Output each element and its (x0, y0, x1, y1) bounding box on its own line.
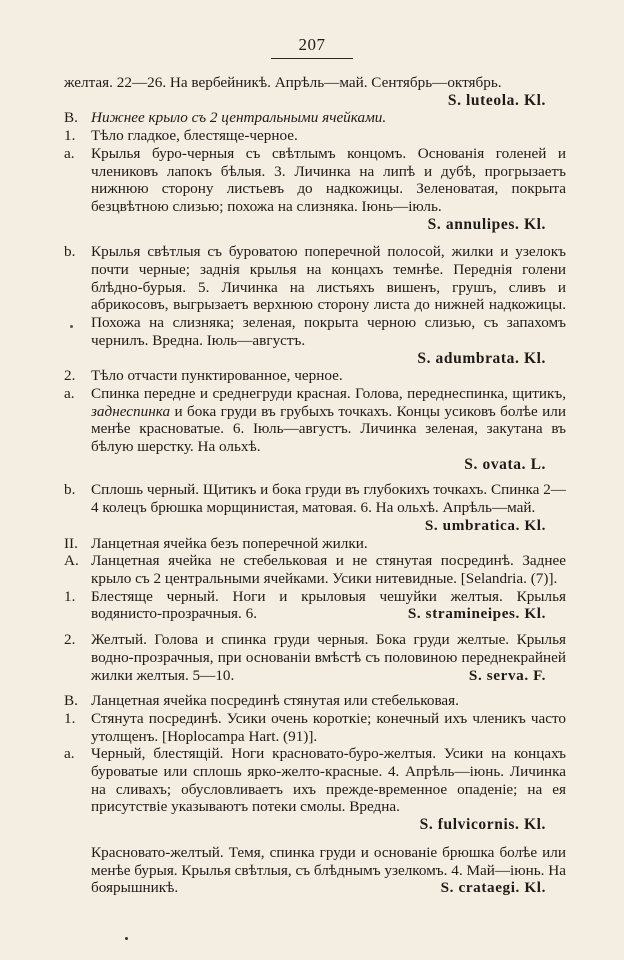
entry-marker: 1. (64, 587, 76, 605)
entry-text-part: Спинка передне и среднегруди красная. Голова, переднеспинка, щитикъ, (91, 384, 566, 402)
key-entry (64, 367, 566, 385)
entry-text (91, 385, 566, 456)
species-name: S. serva. F. (468, 666, 546, 684)
entry-text: Стянута посрединѣ. Усики очень короткіе; конечный ихъ членикъ часто утолщенъ. [Hoplocampa Hart. (91)]. (91, 709, 566, 745)
page-speck (125, 937, 128, 940)
key-entry (64, 692, 566, 710)
entry-text: Ланцетная ячейка не стебельковая и не стянутая посрединѣ. Заднее крыло съ 2 центральными ячейками. Усики нитевидные. [Selandria. (7)]. (91, 552, 566, 587)
entry-text: Ланцетная ячейка безъ поперечной жилки. (91, 534, 368, 552)
entry-marker: 2. (64, 367, 76, 385)
key-entry (64, 588, 566, 623)
key-entry (64, 109, 566, 127)
entry-marker: b. (64, 481, 76, 499)
entry-text (91, 481, 566, 534)
entry-text-part: Блестяще черный. Ноги и крыловыя чешуйки желтыя. Крылья водянисто-прозрачныя. 6. (91, 587, 566, 623)
entry-marker: a. (64, 745, 75, 763)
entry-text: Тѣло гладкое, блестяще-черное. (91, 127, 298, 145)
entry-text: Черный, блестящій. Ноги красновато-буро-желтыя. Усики на концахъ буроватые или сплошь ярко-желто-красные. 4. Апрѣль—іюнь. Личинка на сливахъ; обусловливаетъ ихъ прежде-временное опаденіе; на ея присутствіе указываютъ потеки смолы. Вредна. (91, 745, 566, 816)
species-name: S. umbratica. Kl. (424, 516, 546, 534)
key-entry (64, 243, 566, 349)
species-name: S. crataegi. Kl. (440, 879, 546, 897)
entry-marker: 1. (64, 709, 76, 727)
species-name: S. adumbrata. Kl. (417, 349, 546, 367)
text-line: желтая. 22—26. На вербейникѣ. Апрѣль—май. Сентябрь—октябрь. (64, 74, 502, 91)
entry-marker: A. (64, 552, 79, 570)
species-name: S. luteola. Kl. (447, 91, 546, 109)
entry-text: Крылья буро-черныя съ свѣтлымъ концомъ. Основанія голеней и члениковъ лапокъ бѣлыя. 3. Личинка на липѣ и дубѣ, прогрызаетъ нижнюю сторону листьевъ до надкожицы. Зеленоватая, покрыта безцвѣтною слизью; похожа на слизняка. Іюнь—іюль. (91, 144, 566, 215)
entry-text-italic: заднеспинка (91, 402, 171, 420)
entry-marker: II. (64, 534, 78, 552)
key-entry (64, 745, 566, 816)
entry-marker: 1. (64, 127, 76, 145)
entry-text-part: и бока груди въ грубыхъ точкахъ. Концы усиковъ болѣе или менѣе красноватые. 6. Іюль—августъ. Личинка зеленая, закутана въ бѣлую шерстку. На ольхѣ. (91, 402, 567, 456)
entry-text (91, 631, 566, 684)
entry-text-part: Желтый. Голова и спинка груди черныя. Бока груди желтые. Крылья водно-прозрачныя, при основаніи вмѣстѣ съ половиною переднекрайней жилки желтыя. 5—10. (91, 631, 566, 684)
header-rule (271, 58, 353, 59)
key-entry (64, 535, 566, 553)
entry-text: Нижнее крыло съ 2 центральными ячейками. (91, 109, 387, 127)
key-entry (64, 844, 566, 897)
page-number: 207 (298, 35, 326, 54)
entry-text: Крылья свѣтлыя съ буроватою поперечной полосой, жилки и узелокъ почти черные; заднія крылья на концахъ темнѣе. Переднія голени блѣдно-бурыя. 5. Личинка на листьяхъ вишенъ, грушъ, сливъ и абрикосовъ, выгрызаетъ верхнюю сторону листа до нижней надкожицы. Похожа на слизняка; зеленая, покрыта черною слизью, съ запахомъ чернилъ. Вредна. Іюль—августъ. (91, 243, 566, 349)
key-entry (64, 552, 566, 587)
entry-marker: 2. (64, 631, 76, 649)
entry-marker: b. (64, 243, 76, 261)
entry-marker: B. (64, 692, 78, 710)
entry-marker: a. (64, 144, 75, 162)
key-entry (64, 631, 566, 684)
species-name: S. stramineipes. Kl. (407, 605, 546, 623)
species-name: S. annulipes. Kl. (427, 215, 546, 233)
key-entry (64, 385, 566, 456)
entry-text: Ланцетная ячейка посрединѣ стянутая или стебельковая. (91, 692, 459, 710)
entry-text-part: Сплошь черный. Щитикъ и бока груди въ глубокихъ точкахъ. Спинка 2—4 колецъ брюшка морщинистая, матовая. 6. На ольхѣ. Апрѣль—май. (91, 481, 566, 517)
key-entry (64, 710, 566, 745)
page-body (64, 74, 566, 897)
key-entry (64, 127, 566, 145)
key-entry (64, 145, 566, 216)
key-entry (64, 481, 566, 534)
entry-marker: B. (64, 109, 78, 127)
species-name: S. ovata. L. (464, 455, 546, 473)
entry-text: Красновато-желтый. Темя, спинка груди и основаніе брюшка болѣе или менѣе бурыя. Крылья свѣтлыя, съ блѣднымъ узелкомъ. 4. Май—іюнь. На боярышникѣ. (91, 843, 566, 897)
entry-marker: a. (64, 384, 75, 402)
species-name: S. fulvicornis. Kl. (419, 816, 546, 834)
entry-text (91, 588, 566, 623)
entry-text: Тѣло отчасти пунктированное, черное. (91, 367, 343, 385)
